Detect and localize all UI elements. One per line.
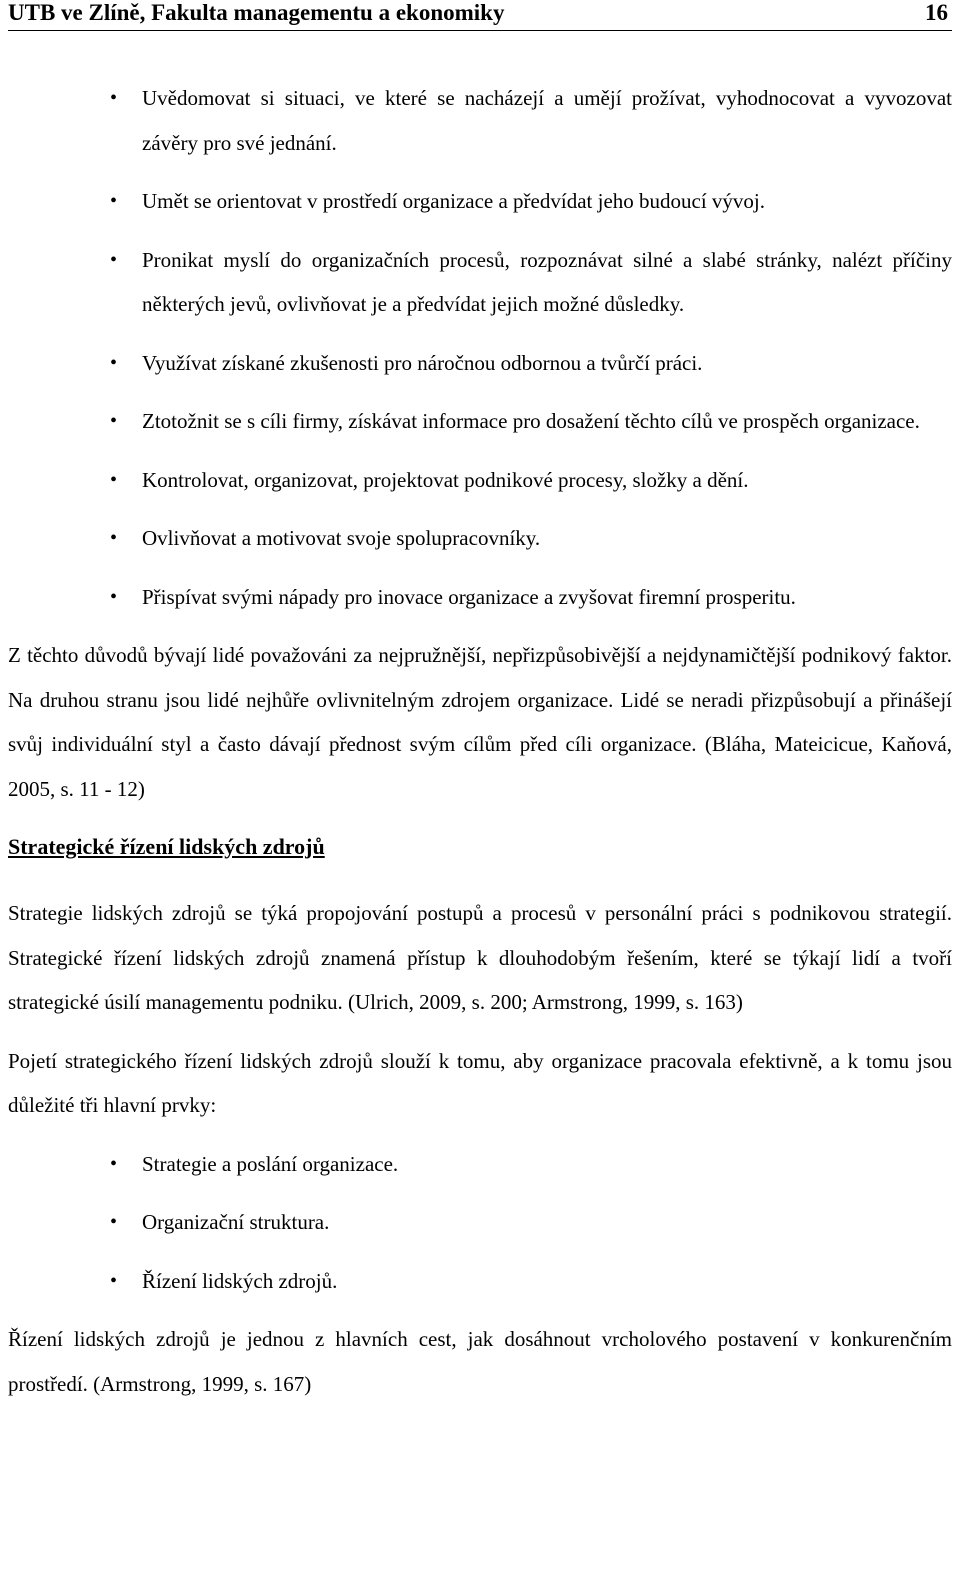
list-item	[8, 341, 952, 386]
bullet-icon: •	[110, 351, 118, 374]
bullet-icon: •	[110, 1152, 118, 1175]
list-item-text: Kontrolovat, organizovat, projektovat podnikové procesy, složky a dění.	[142, 467, 749, 492]
list-item	[8, 575, 952, 620]
paragraph-strategic-elements: Pojetí strategického řízení lidských zdrojů slouží k tomu, aby organizace pracovala efektivně, a k tomu jsou důležité tři hlavní prvky:	[8, 1048, 952, 1117]
list-item-text: Pronikat myslí do organizačních procesů, rozpoznávat silné a slabé stránky, nalézt příčiny některých jevů, ovlivňovat je a předvídat jejich možné důsledky.	[142, 247, 952, 316]
list-item-text: Využívat získané zkušenosti pro náročnou odbornou a tvůrčí práci.	[142, 350, 703, 375]
list-item	[8, 399, 952, 444]
list-item-text: Řízení lidských zdrojů.	[142, 1268, 338, 1293]
bullet-icon: •	[110, 410, 118, 432]
bullet-icon: •	[110, 527, 118, 549]
page-number: 16	[925, 0, 948, 25]
page-header	[8, 0, 952, 31]
list-item-text: Přispívat svými nápady pro inovace organizace a zvyšovat firemní prosperitu.	[142, 584, 796, 609]
list-item-text: Umět se orientovat v prostředí organizace a předvídat jeho budoucí vývoj.	[142, 189, 766, 213]
list-item	[8, 516, 952, 561]
bullet-icon: •	[110, 248, 118, 271]
list-item-text: Strategie a poslání organizace.	[142, 1151, 399, 1176]
bullet-icon: •	[110, 1269, 118, 1292]
section-heading: Strategické řízení lidských zdrojů	[8, 834, 325, 859]
bullet-icon: •	[110, 87, 118, 109]
header-title: UTB ve Zlíně, Fakulta managementu a ekonomiky	[8, 0, 505, 25]
list-item-text: Uvědomovat si situaci, ve které se nacházejí a umějí prožívat, vyhodnocovat a vyvozovat závěry pro své jednání.	[142, 86, 952, 155]
list-item-text: Organizační struktura.	[142, 1210, 330, 1234]
list-item	[8, 1200, 952, 1245]
bullet-icon: •	[110, 585, 118, 608]
list-item	[8, 1142, 952, 1187]
list-item-text: Ovlivňovat a motivovat svoje spolupracovníky.	[142, 526, 541, 550]
list-item-text: Ztotožnit se s cíli firmy, získávat informace pro dosažení těchto cílů ve prospěch organizace.	[142, 409, 920, 433]
bullet-icon: •	[110, 1211, 118, 1233]
bullet-icon: •	[110, 190, 118, 212]
bullet-icon: •	[110, 468, 118, 491]
paragraph-hr-strategy: Strategie lidských zdrojů se týká propojování postupů a procesů v personální práci s podnikovou strategií. Strategické řízení lidských zdrojů znamená přístup k dlouhodobým řešením, které se týkají lidí a tvoří strategické úsilí managementu podniku. (Ulrich, 2009, s. 200; Armstrong, 1999, s. 163)	[8, 901, 952, 1014]
competency-list	[8, 76, 952, 619]
list-item	[8, 1259, 952, 1304]
list-item	[8, 76, 952, 165]
list-item	[8, 238, 952, 327]
paragraph-human-factor: Z těchto důvodů bývají lidé považováni za nejpružnější, nepřizpůsobivější a nejdynamičtější podnikový faktor. Na druhou stranu jsou lidé nejhůře ovlivnitelným zdrojem organizace. Lidé se neradi přizpůsobují a přinášejí svůj individuální styl a často dávají přednost svým cílům před cíli organizace. (Bláha, Mateicicue, Kaňová, 2005, s. 11 - 12)	[8, 643, 952, 801]
list-item	[8, 179, 952, 224]
paragraph-competitive: Řízení lidských zdrojů je jednou z hlavních cest, jak dosáhnout vrcholového postavení v konkurenčním prostředí. (Armstrong, 1999, s. 167)	[8, 1327, 952, 1396]
elements-list	[8, 1142, 952, 1304]
list-item	[8, 458, 952, 503]
page-content	[8, 76, 952, 1420]
